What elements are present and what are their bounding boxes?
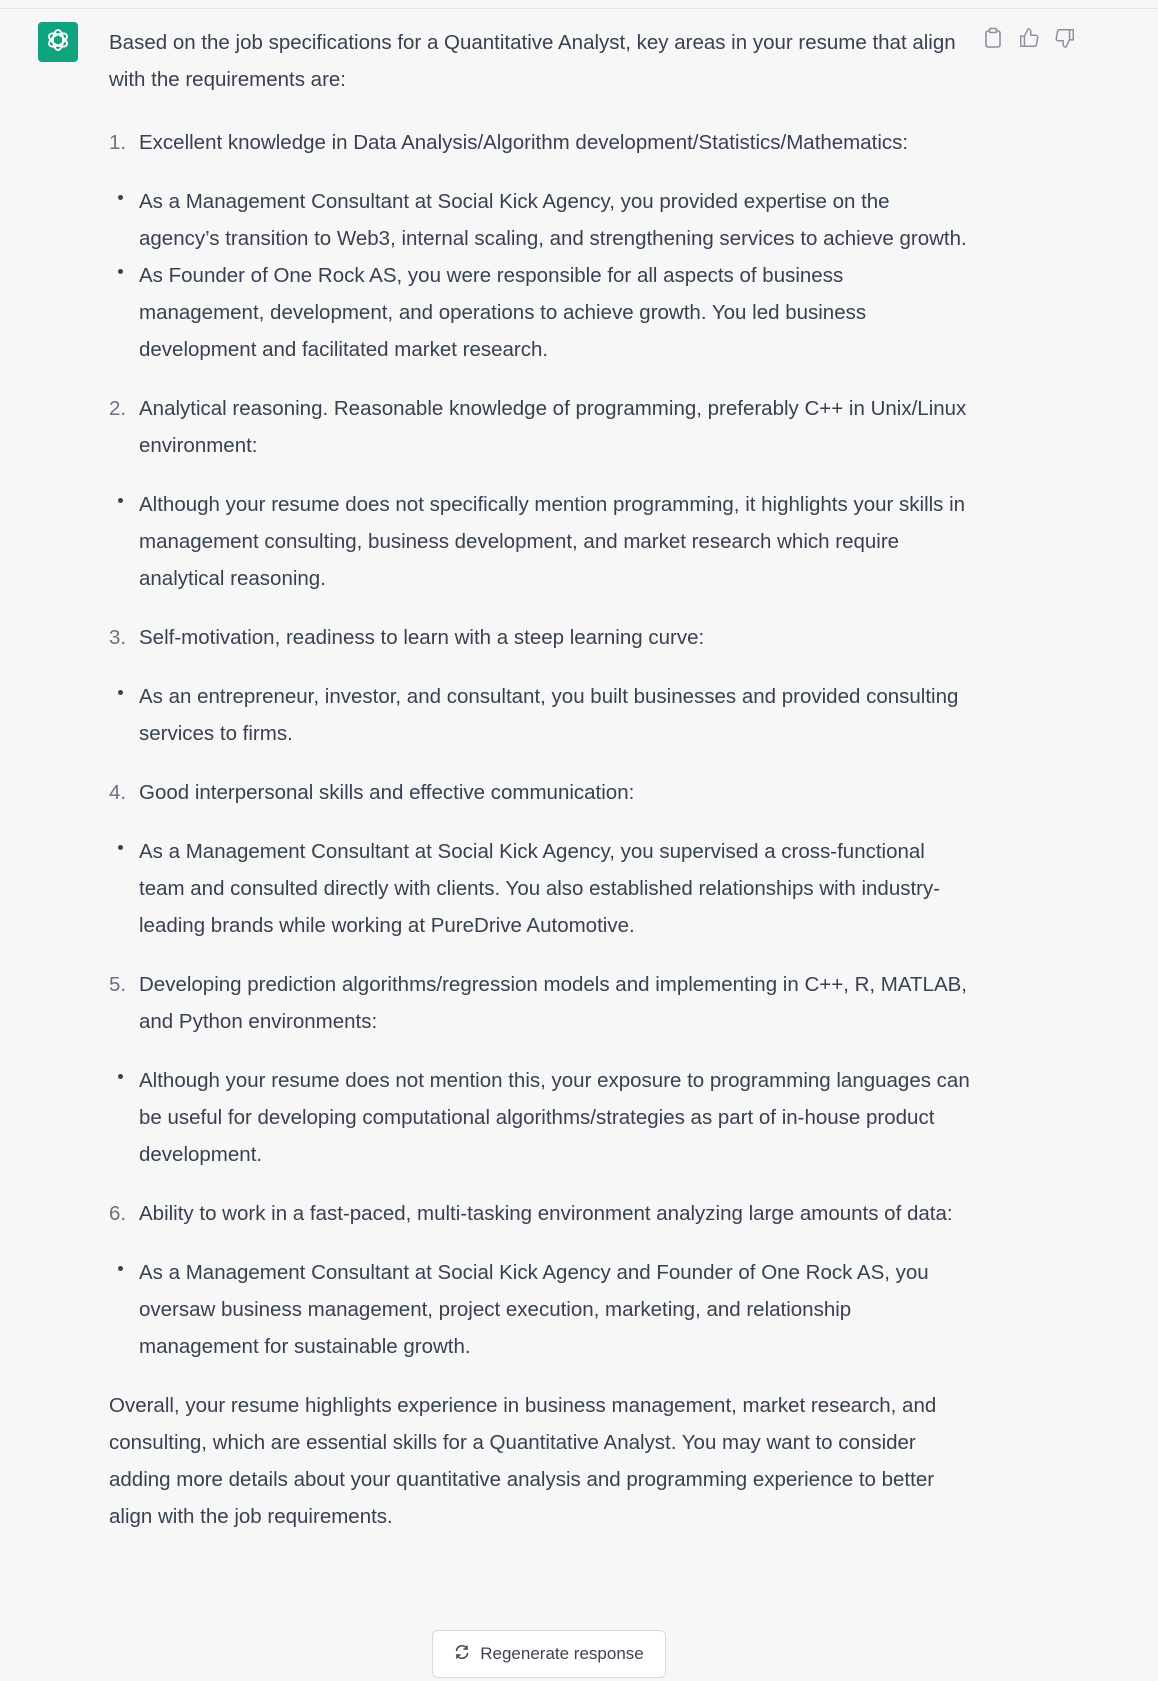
list-item [109,1062,971,1173]
requirement-heading [109,619,971,656]
bullet-text: As an entrepreneur, investor, and consultant, you built businesses and provided consulting services to firms. [139,685,959,745]
requirement-heading-text: Self-motivation, readiness to learn with a steep learning curve: [139,626,705,649]
list-number: 5. [109,973,127,996]
list-item [109,678,971,752]
bullet-text: Although your resume does not specifically mention programming, it highlights your skills in management consulting, business development, and market research which require analytical reasoning. [139,493,966,590]
requirement-section [109,124,971,368]
requirement-heading-text: Good interpersonal skills and effective communication: [139,781,635,804]
requirement-heading [109,966,971,1040]
requirement-section [109,966,971,1173]
list-item [109,1254,971,1365]
list-number: 4. [109,781,127,804]
requirement-heading [109,774,971,811]
openai-logo-icon [44,26,72,59]
thumbs-up-icon[interactable] [1018,26,1040,50]
message-actions [982,26,1076,50]
bullet-dot [118,269,123,274]
requirement-heading [109,124,971,161]
assistant-avatar [38,22,78,62]
requirement-heading-text: Developing prediction algorithms/regression models and implementing in C++, R, MATLAB, and Python environments: [139,973,967,1033]
bullet-text: As a Management Consultant at Social Kick Agency, you supervised a cross-functional team and consulted directly with clients. You also established relationships with industry-leading brands while working at PureDrive Automotive. [139,840,941,937]
bullet-dot [118,498,123,503]
message-intro: Based on the job specifications for a Quantitative Analyst, key areas in your resume that align with the requirements are: [109,31,956,91]
assistant-message [109,24,971,1535]
list-item [109,486,971,597]
bullet-dot [118,1074,123,1079]
bullet-text: Although your resume does not mention this, your exposure to programming languages can be useful for developing computational algorithms/strategies as part of in-house product development. [139,1069,970,1166]
thumbs-down-icon[interactable] [1054,26,1076,50]
list-item [109,833,971,944]
list-item [109,183,971,257]
bullet-text: As a Management Consultant at Social Kick Agency and Founder of One Rock AS, you oversaw business management, project execution, marketing, and relationship management for sustainable growth. [139,1261,929,1358]
bullet-dot [118,690,123,695]
list-item [109,257,971,368]
refresh-icon [454,1644,470,1665]
requirement-section [109,774,971,944]
top-divider [0,8,1158,9]
bullet-text: As Founder of One Rock AS, you were responsible for all aspects of business management, development, and operations to achieve growth. You led business development and facilitated market research. [139,264,867,361]
requirement-section [109,1195,971,1365]
clipboard-icon[interactable] [982,26,1004,50]
requirement-heading [109,390,971,464]
bullet-dot [118,195,123,200]
regenerate-button[interactable] [432,1630,666,1678]
list-number: 3. [109,626,127,649]
requirement-section [109,619,971,752]
regenerate-button-label: Regenerate response [480,1644,644,1663]
bullet-dot [118,1266,123,1271]
requirement-section [109,390,971,597]
bullet-dot [118,845,123,850]
list-number: 6. [109,1202,127,1225]
list-number: 1. [109,131,127,154]
bullet-text: As a Management Consultant at Social Kick Agency, you provided expertise on the agency’s transition to Web3, internal scaling, and strengthening services to achieve growth. [139,190,967,250]
requirement-heading [109,1195,971,1232]
list-number: 2. [109,397,127,420]
requirement-heading-text: Ability to work in a fast-paced, multi-tasking environment analyzing large amounts of data: [139,1202,953,1225]
requirement-heading-text: Analytical reasoning. Reasonable knowledge of programming, preferably C++ in Unix/Linux environment: [139,397,967,457]
message-conclusion: Overall, your resume highlights experience in business management, market research, and consulting, which are essential skills for a Quantitative Analyst. You may want to consider adding more details about your quantitative analysis and programming experience to better align with the job requirements. [109,1394,937,1528]
requirement-heading-text: Excellent knowledge in Data Analysis/Algorithm development/Statistics/Mathematics: [139,131,909,154]
